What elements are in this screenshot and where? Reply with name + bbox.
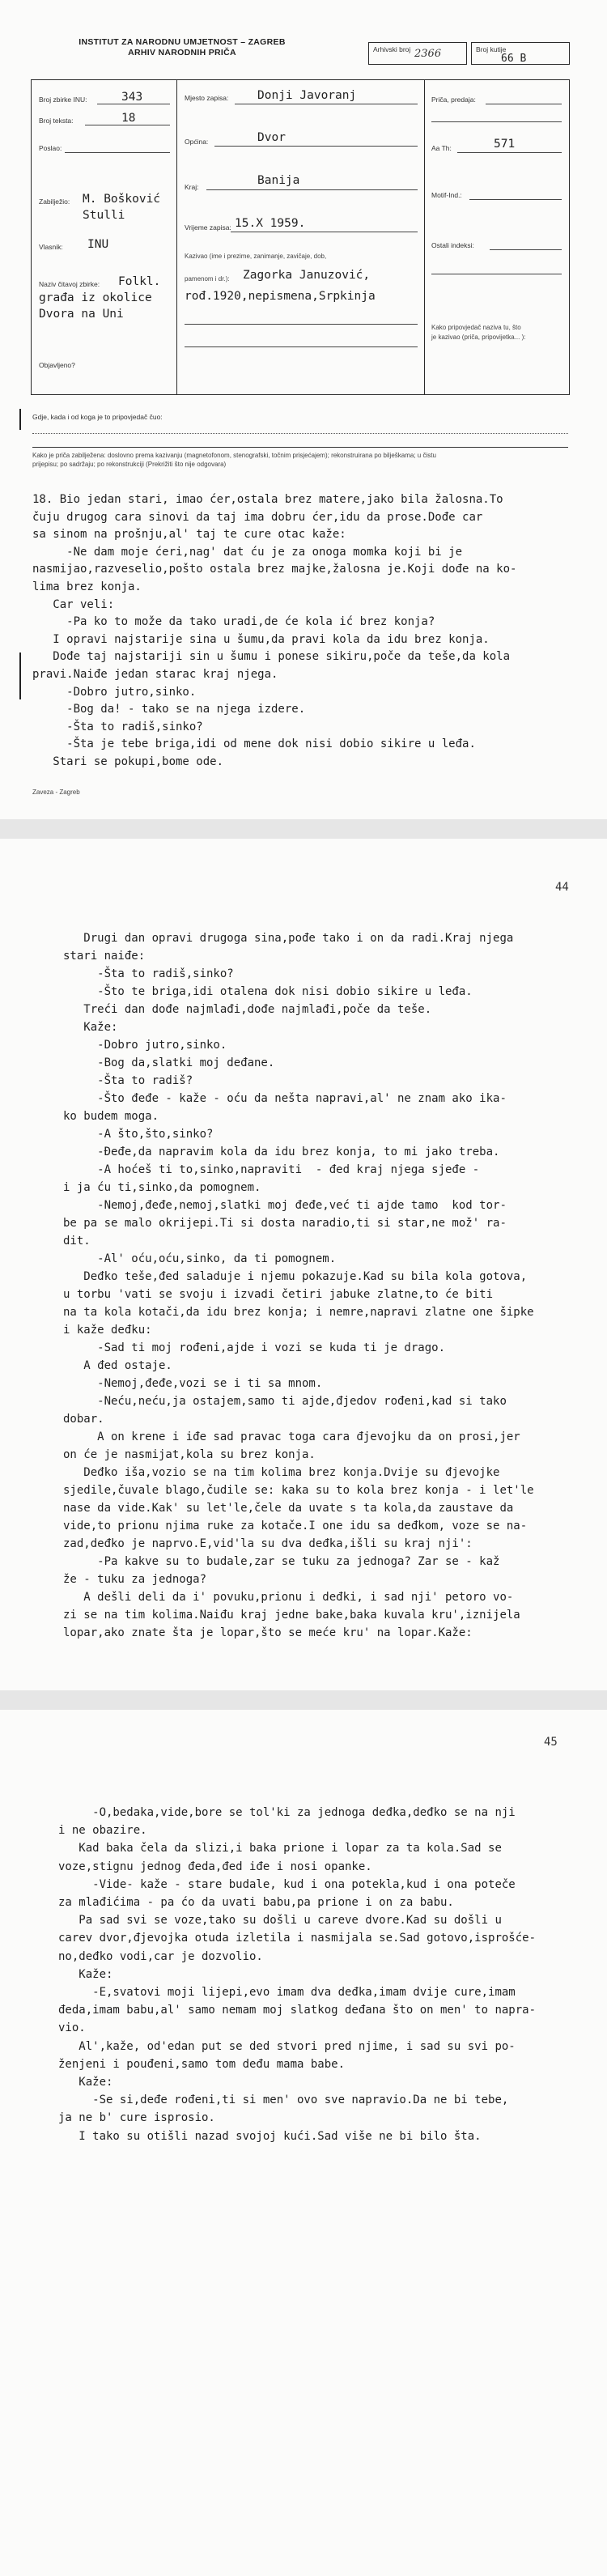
text-line: zad,deđko je naprvo.E,vid'la su dva deđka,išli su kraj nji': <box>63 1537 473 1550</box>
text-line: Al',kaže, od'edan put se ded stvori pred njime, i sad su svi po- <box>58 2039 516 2053</box>
text-line: A đed ostaje. <box>63 1359 172 1372</box>
text-line: na ta kola kotači,da idu brez konja; i nemre,napravi zlatne one šipke <box>63 1306 534 1319</box>
archive-number-box <box>368 42 467 65</box>
kazivac-label-2: pamenom i dr.): <box>185 275 230 283</box>
kraj-value: Banija <box>257 174 300 187</box>
text-line: Deđko iša,vozio se na tim kolima brez konja.Dvije su đjevojke <box>63 1466 500 1479</box>
note-line-2: prijepisu; po sadržaju; po rekonstrukciji (Prekrižiti što nije odgovara) <box>32 461 227 468</box>
page-number: 45 <box>544 1736 558 1749</box>
margin-mark <box>19 653 21 699</box>
zbirka-value: 343 <box>121 91 143 104</box>
text-line: -Đeđe,da napravim kola da idu brez konja, to mi jako treba. <box>63 1146 500 1158</box>
text-line: A on krene i iđe sad pravac toga cara đjevojku da on prosi,jer <box>63 1430 520 1443</box>
text-line: u torbu 'vati se svoju i izvadi četiri jabuke zlatne,to će biti <box>63 1288 494 1301</box>
box-number-value: 66 B <box>501 53 527 65</box>
text-line: carev dvor,đjevojka otuda izletila i nasmijala se.Sad gotovo,isprošće- <box>58 1932 537 1945</box>
text-line: lopar,ako znate šta je lopar,što se meće kru' na lopar.Kaže: <box>63 1626 473 1639</box>
text-line: Kaže: <box>58 2076 113 2089</box>
text-line: Drugi dan opravi drugoga sina,pođe tako i on da radi.Kraj njega <box>63 932 514 945</box>
catalogue-form <box>31 79 570 395</box>
vrijeme-label: Vrijeme zapisa: <box>185 223 231 232</box>
text-line: -Pa kakve su to budale,zar se tuku za jednoga? Zar se - kaž <box>63 1555 500 1568</box>
text-line: -Dobro jutro,sinko. <box>32 685 197 699</box>
text-line: lima brez konja. <box>32 580 142 593</box>
text-line: vio. <box>58 2021 86 2035</box>
poslao-label: Poslao: <box>39 144 62 152</box>
vlasnik-label: Vlasnik: <box>39 243 63 251</box>
teksta-value: 18 <box>121 112 136 125</box>
naziv-label: Naziv čitavoj zbirke: <box>39 280 100 288</box>
vrijeme-value: 15.X 1959. <box>235 217 306 230</box>
text-line: vide,to prionu njima ruke za kotače.I one idu sa deđkom, voze se na- <box>63 1520 528 1532</box>
kazivac-value-1: Zagorka Januzović, <box>243 269 371 282</box>
kako-label-2: je kazivao (priča, pripovijetka... ): <box>431 334 526 341</box>
opcina-value: Dvor <box>257 131 286 144</box>
text-line: be pa se malo okrijepi.Ti si dosta naradio,ti si star,ne mož' ra- <box>63 1217 507 1230</box>
text-line: -A hoćeš ti to,sinko,napraviti - đed kraj njega sjeđe - <box>63 1163 480 1176</box>
text-line: -E,svatovi moji lijepi,evo imam dva deđka,imam dvije cure,imam <box>58 1986 516 1999</box>
page-number: 44 <box>555 881 569 894</box>
text-line: -Nemoj,đeđe,vozi se i ti sa mnom. <box>63 1377 323 1390</box>
aath-label: Aa Th: <box>431 144 452 152</box>
text-line: -Što đeđe - kaže - oću da nešta napravi,al' ne znam ako ika- <box>63 1092 507 1105</box>
text-line: -Vide- kaže - stare budale, kud i ona potekla,kud i ona poteče <box>58 1877 516 1891</box>
naziv-value-3: Dvora na Uni <box>39 308 124 321</box>
text-line: -Pa ko to može da tako uradi,de će kola ić brez konja? <box>32 615 435 629</box>
text-line: -A što,što,sinko? <box>63 1128 214 1141</box>
motif-label: Motif-Ind.: <box>431 191 462 199</box>
text-line: čuju drugog cara sinovi da taj ima dobru ćer,idu da prose.Dođe car <box>32 510 483 524</box>
text-line: i ja ću ti,sinko,da pomognem. <box>63 1181 261 1194</box>
text-line: že - tuku za jednoga? <box>63 1573 207 1586</box>
text-line: sjedile,čuvale blago,čudile se: kaka su to kola brez konja - i let'le <box>63 1484 534 1497</box>
form-divider-left <box>176 79 177 394</box>
institute-name: INSTITUT ZA NARODNU UMJETNOST – ZAGREB <box>79 37 286 47</box>
text-line: Deđko teše,đed saladuje i njemu pokazuje.Kad su bila kola gotova, <box>63 1270 528 1283</box>
kazivac-label-1: Kazivao (ime i prezime, zanimanje, zavičaje, dob, <box>185 253 327 260</box>
text-line: -Šta to radiš? <box>63 1074 193 1087</box>
text-line: -Sad ti moj rođeni,ajde i vozi se kuda ti je drago. <box>63 1341 446 1354</box>
form-divider-right <box>424 79 425 394</box>
text-line: -O,bedaka,vide,bore se tol'ki za jednoga deđka,deđko se na nji <box>58 1806 516 1819</box>
text-line: I opravi najstarije sina u šumu,da pravi kola da idu brez konja. <box>32 632 490 646</box>
text-line: -Neću,neću,ja ostajem,samo ti ajde,đjedov rođeni,kad si tako <box>63 1395 507 1408</box>
text-line: on će je nasmijat,kola su brez konja. <box>63 1448 316 1461</box>
aath-value: 571 <box>494 138 516 151</box>
zbirka-label: Broj zbirke INU: <box>39 96 87 104</box>
kraj-label: Kraj: <box>185 183 199 191</box>
text-line: -Ne dam moje ćeri,nag' dat ću je za onoga momka koji bi je <box>32 545 463 559</box>
text-line: -Šta je tebe briga,idi od mene dok nisi dobio sikire u leđa. <box>32 738 476 751</box>
text-line: ženjeni i pouđeni,samo tom deđu mama babe. <box>58 2057 346 2071</box>
text-line: -Što te briga,idi otalena dok nisi dobio sikire u leđa. <box>63 985 473 998</box>
kazivac-value-2: rođ.1920,nepismena,Srpkinja <box>185 290 376 303</box>
text-line: dobar. <box>63 1413 104 1426</box>
text-line: dit. <box>63 1235 91 1248</box>
text-line: 18. Bio jedan stari, imao ćer,ostala brez matere,jako bila žalosna.To <box>32 493 503 506</box>
text-line: ja ne b' cure isprosio. <box>58 2111 215 2125</box>
zabiljezio-label: Zabilježio: <box>39 198 70 206</box>
text-line: voze,stignu jednog đeda,đed iđe i nosi opanke. <box>58 1860 372 1873</box>
archive-number-value: 2366 <box>414 48 442 60</box>
text-line: ko budem moga. <box>63 1110 159 1123</box>
text-line: -Bog da! - tako se na njega izdere. <box>32 703 306 716</box>
text-line: đeda,imam babu,al' samo nemam moj slatkog deđana što on men' to napra- <box>58 2004 537 2017</box>
zabiljezio-value-2: Stulli <box>83 209 125 222</box>
mjesto-value: Donji Javoranj <box>257 89 357 102</box>
text-line: -Bog da,slatki moj deđane. <box>63 1056 275 1069</box>
gdje-label: Gdje, kada i od koga je to pripovjedač čuo: <box>32 413 163 421</box>
text-line: -Se si,deđe rođeni,ti si men' ovo sve napravio.Da ne bi tebe, <box>58 2094 509 2107</box>
opcina-label: Općina: <box>185 138 209 146</box>
text-line: -Al' oću,oću,sinko, da ti pomognem. <box>63 1252 337 1265</box>
note-line-1: Kako je priča zabilježena: doslovno prema kazivanju (magnetofonom, stenografski, točnim prisjećajem); rekonstruirana po bilješkama; u čistu <box>32 452 436 459</box>
ostali-label: Ostali indeksi: <box>431 241 474 249</box>
prica-label: Priča, predaja: <box>431 96 476 104</box>
objavljeno-label: Objavljeno? <box>39 361 75 369</box>
text-line: zi se na tim kolima.Naiđu kraj jedne bake,baka kuvala kru',iznijela <box>63 1609 520 1622</box>
box-number-box <box>471 42 570 65</box>
text-line: -Dobro jutro,sinko. <box>63 1039 227 1052</box>
kako-label-1: Kako pripovjedač naziva tu, što <box>431 324 521 331</box>
text-line: -Nemoj,đeđe,nemoj,slatki moj đeđe,već ti ajde tamo kod tor- <box>63 1199 507 1212</box>
page-1 <box>0 0 607 819</box>
text-line: A dešli deli da i' povuku,prionu i deđki, i sad nji' petoro vo- <box>63 1591 514 1604</box>
text-line: Stari se pokupi,bome ode. <box>32 755 224 768</box>
zabiljezio-value-1: M. Bošković <box>83 193 161 206</box>
text-line: i ne obazire. <box>58 1824 147 1838</box>
naziv-value-2: građa iz okolice <box>39 291 152 304</box>
institute-header <box>32 37 332 58</box>
text-line: Dođe taj najstariji sin u šumu i ponese sikiru,poče da teše,da kola <box>32 650 511 664</box>
text-line: pravi.Naiđe jedan starac kraj njega. <box>32 668 278 681</box>
vlasnik-value: INU <box>87 238 109 251</box>
text-line: Kaže: <box>58 1967 113 1981</box>
text-line: I tako su otišli nazad svojoj kući.Sad više ne bi bilo šta. <box>58 2129 482 2143</box>
text-line: Kaže: <box>63 1021 118 1034</box>
box-number-label: Broj kutije <box>476 45 507 53</box>
text-line: -Šta to radiš,sinko? <box>32 720 203 733</box>
text-line: Treći dan dođe najmlađi,dođe najmlađi,poče da teše. <box>63 1003 432 1016</box>
text-line: nase da vide.Kak' su let'le,čele da uvate s ta kola,da zaustave da <box>63 1502 514 1515</box>
footer-stamp: Zaveza - Zagreb <box>32 789 80 796</box>
mjesto-label: Mjesto zapisa: <box>185 94 229 102</box>
text-line: za mlađićima - pa ćo da uvati babu,pa prione i on za babu. <box>58 1896 454 1909</box>
text-line: no,deđko vodi,car je dozvolio. <box>58 1949 263 1963</box>
archive-number-label: Arhivski broj <box>373 45 411 53</box>
text-line: Car veli: <box>32 597 115 611</box>
teksta-label: Broj teksta: <box>39 117 74 125</box>
page-3 <box>0 1710 607 2576</box>
margin-mark <box>19 409 21 430</box>
text-line: i kaže deđku: <box>63 1324 152 1337</box>
text-line: stari naiđe: <box>63 950 146 963</box>
naziv-value-1: Folkl. <box>118 275 161 288</box>
text-line: sa sinom na prošnju,al' taj te cure otac kaže: <box>32 528 346 542</box>
text-line: -Šta to radiš,sinko? <box>63 967 234 980</box>
text-line: nasmijao,razveselio,pošto ostala brez majke,žalosna je.Koji dođe na ko- <box>32 563 517 576</box>
text-line: Kad baka čela da slizi,i baka prione i lopar za ta kola.Sad se <box>58 1842 502 1855</box>
text-line: Pa sad svi se voze,tako su došli u careve dvore.Kad su došli u <box>58 1914 502 1928</box>
archive-name: ARHIV NARODNIH PRIČA <box>128 48 236 57</box>
page-2 <box>0 839 607 1690</box>
